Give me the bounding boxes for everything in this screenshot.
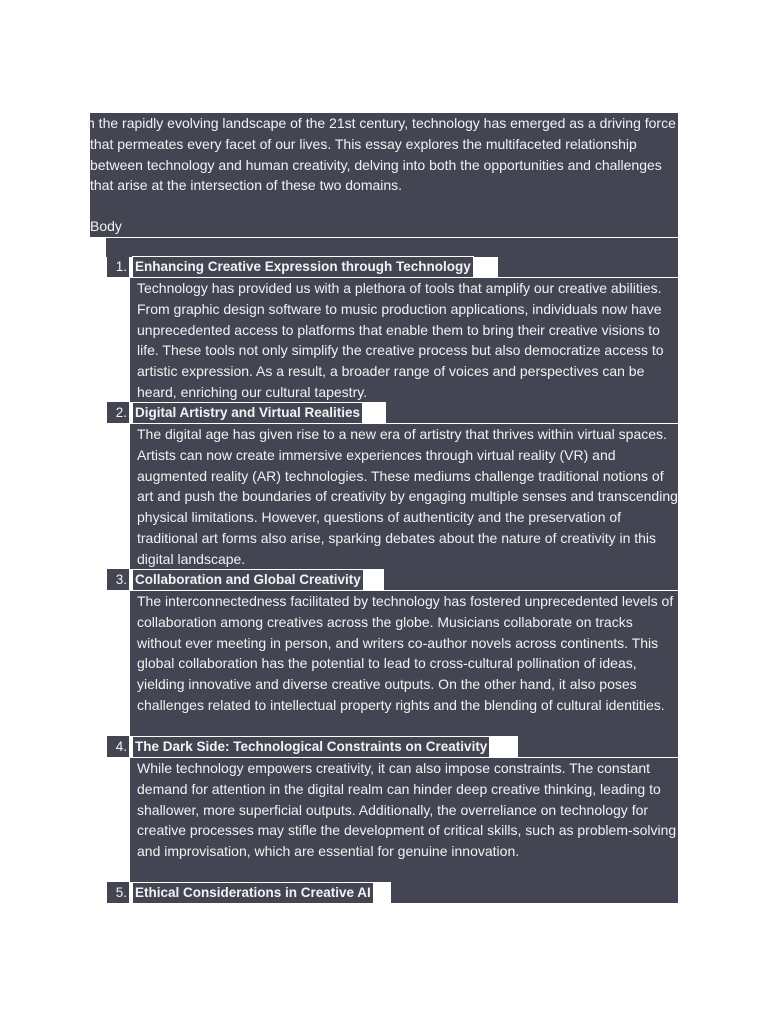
section-paragraph: The digital age has given rise to a new era of artistry that thrives within virtual spaces. Artists can now create immersive experiences through virtual reality (VR) and augmented reality (AR) technologies. These mediums challenge traditional notions of art and push the boundaries of creativity by engaging multiple senses and transcending physical limitations. However, questions of authenticity and the preservation of traditional art forms also arise, sparking debates about the nature of creativity in this digital landscape.: [129, 424, 678, 569]
section-heading: Collaboration and Global Creativity: [132, 569, 364, 591]
list-number: 5.: [115, 885, 127, 900]
section-heading: Digital Artistry and Virtual Realities: [132, 402, 363, 424]
section-heading: The Dark Side: Technological Constraints on Creativity: [132, 736, 490, 758]
section-paragraph: Technology has provided us with a plethora of tools that amplify our creative abilities. From graphic design software to music production applications, individuals now have unprecedented access to platforms that enable them to bring their creative visions to life. These tools not only simplify the creative process but also democratize access to artistic expression. As a result, a broader range of voices and perspectives can be heard, enriching our cultural tapestry.: [129, 278, 678, 402]
heading-highlight: [498, 256, 678, 278]
heading-highlight: [386, 402, 678, 424]
section-paragraph: While technology empowers creativity, it can also impose constraints. The constant demand for attention in the digital realm can hinder deep creative thinking, leading to shallower, more superficial outputs. Additionally, the overreliance on technology for creative processes may stifle the development of critical skills, such as problem-solving and improvisation, which are essential for genuine innovation.: [129, 758, 678, 882]
section-paragraph: The interconnectedness facilitated by technology has fostered unprecedented levels of collaboration among creatives across the globe. Musicians collaborate on tracks without ever meeting in person, and writers co-author novels across continents. This global collaboration has the potential to lead to cross-cultural pollination of ideas, yielding innovative and diverse creative outputs. On the other hand, it also poses challenges related to intellectual property rights and the blending of cultural identities.: [129, 591, 678, 736]
list-number: 4.: [115, 739, 127, 754]
list-number: 1.: [115, 259, 127, 274]
heading-highlight: [391, 882, 678, 904]
intro-paragraph: n the rapidly evolving landscape of the 21st century, technology has emerged as a driving force that permeates every facet of our lives. This essay explores the multifaceted relationship between technology and human creativity, delving into both the opportunities and challenges that arise at the intersection of these two domains.: [87, 115, 676, 194]
heading-highlight: [518, 736, 678, 758]
list-number: 3.: [115, 572, 127, 587]
list-number: 2.: [115, 405, 127, 420]
section-heading: Ethical Considerations in Creative AI: [132, 882, 374, 904]
section-heading: Enhancing Creative Expression through Technology: [132, 256, 474, 278]
body-label: Body: [90, 218, 122, 234]
heading-highlight: [384, 569, 678, 591]
body-spacer-highlight: [106, 237, 678, 257]
